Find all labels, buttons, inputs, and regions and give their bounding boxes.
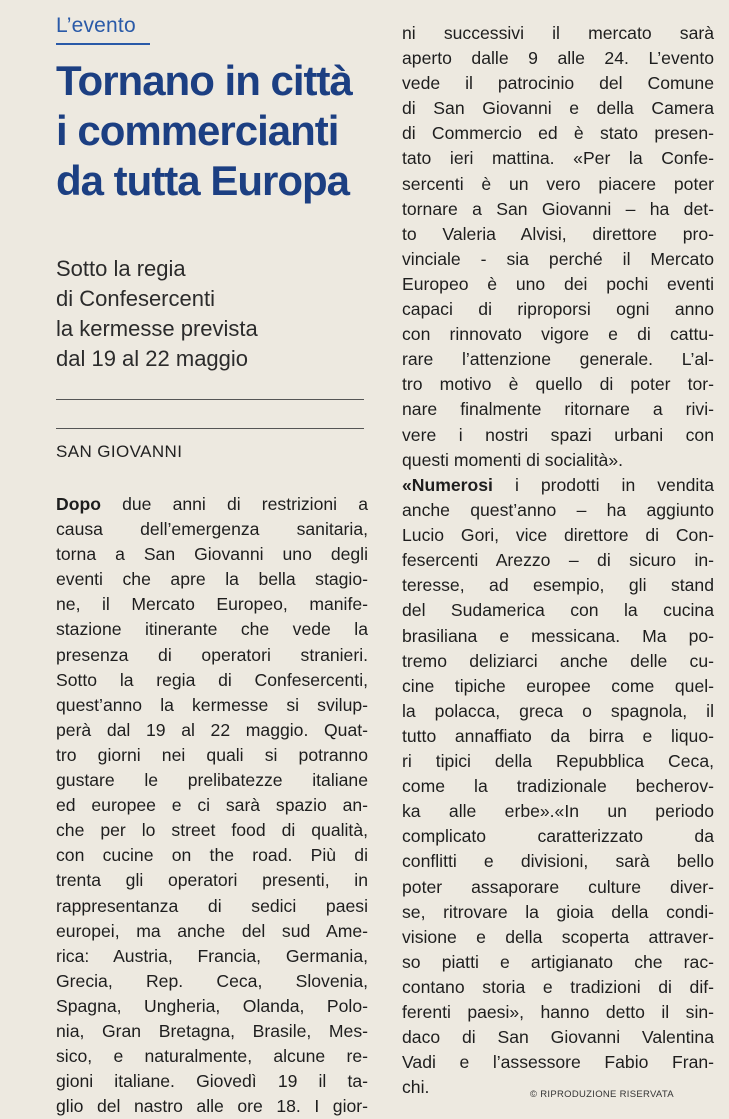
- body-line: ka alle erbe».«In un periodo: [402, 801, 714, 822]
- body-line: sercenti è un vero piacere poter: [402, 173, 714, 194]
- body-line: conflitti e divisioni, sarà bello: [402, 851, 714, 872]
- body-line: sico, e naturalmente, alcune re-: [56, 1046, 368, 1067]
- body-line: come la tradizionale becherov-: [402, 776, 714, 797]
- body-line: to Valeria Alvisi, direttore pro-: [402, 223, 714, 244]
- body-line: ferenti paesi», hanno detto il sin-: [402, 1001, 714, 1022]
- standfirst-line: Sotto la regia: [56, 256, 186, 281]
- body-line: gioni italiane. Giovedì 19 il ta-: [56, 1071, 368, 1092]
- body-line: questi momenti di socialità».: [402, 449, 624, 470]
- body-line: tornare a San Giovanni – ha det-: [402, 198, 714, 219]
- body-line: Spagna, Ungheria, Olanda, Polo-: [56, 995, 368, 1016]
- body-line: rare l’attenzione generale. L’al-: [402, 349, 714, 370]
- body-line: anche quest’anno – ha aggiunto: [402, 500, 714, 521]
- right-body-text-quote: [402, 473, 714, 1100]
- body-line: se, ritrovare la gioia della condi-: [402, 901, 714, 922]
- body-line: ed europee e ci sarà spazio an-: [56, 795, 368, 816]
- body-line: cine tipiche europee come quel-: [402, 675, 714, 696]
- body-line: eventi che apre la bella stagio-: [56, 569, 368, 590]
- body-line: vinciale - sia perché il Mercato: [402, 248, 714, 269]
- lead-word: Dopo: [56, 494, 101, 514]
- standfirst-line: di Confesercenti: [56, 286, 215, 311]
- body-line: tremo deliziarci anche delle cu-: [402, 650, 714, 671]
- body-line: chi.: [402, 1077, 430, 1098]
- kicker-underline: [56, 43, 150, 45]
- standfirst-line: dal 19 al 22 maggio: [56, 346, 249, 371]
- body-line: glio del nastro alle ore 18. I gior-: [56, 1096, 368, 1117]
- body-line: fesercenti Arezzo – di sicuro in-: [402, 550, 714, 571]
- body-line: rappresentanza di sedici paesi: [56, 895, 368, 916]
- body-line: tro motivo è quello di poter tor-: [402, 374, 714, 395]
- left-body-text: [56, 492, 368, 1119]
- body-line: ni successivi il mercato sarà: [402, 23, 714, 43]
- divider-rule: [56, 428, 364, 429]
- body-line: daco di San Giovanni Valentina: [402, 1027, 714, 1048]
- copyright-notice: © RIPRODUZIONE RISERVATA: [530, 1089, 674, 1100]
- body-line: con cucine on the road. Più di: [56, 845, 368, 866]
- body-line: europei, ma anche del sud Ame-: [56, 920, 368, 941]
- body-line: so piatti e artigianato che rac-: [402, 951, 714, 972]
- body-line: la polacca, greca o spagnola, il: [402, 700, 714, 721]
- body-line: causa dell’emergenza sanitaria,: [56, 519, 368, 540]
- body-line: stazione itinerante che vede la: [56, 619, 368, 640]
- body-line: complicato caratterizzato da: [402, 826, 714, 847]
- body-line: Sotto la regia di Confesercenti,: [56, 669, 368, 690]
- body-line: di Commercio ed è stato presen-: [402, 123, 714, 144]
- body-line: [56, 492, 368, 517]
- body-line: nia, Gran Bretagna, Brasile, Mes-: [56, 1020, 368, 1041]
- body-line: visione e della scoperta attraver-: [402, 926, 714, 947]
- body-line: vede il patrocinio del Comune: [402, 73, 714, 94]
- body-line: aperto dalle 9 alle 24. L’evento: [402, 48, 714, 69]
- body-line: che per lo street food di qualità,: [56, 820, 368, 841]
- body-line: trenta gli operatori presenti, in: [56, 870, 368, 891]
- body-line: Grecia, Rep. Ceca, Slovenia,: [56, 970, 368, 991]
- body-line-text: due anni di restrizioni a: [100, 494, 368, 514]
- right-body-text: [402, 21, 714, 473]
- body-line: ne, il Mercato Europeo, manife-: [56, 594, 368, 615]
- lead-word: «Numerosi: [402, 475, 493, 495]
- standfirst: [56, 254, 376, 374]
- body-line: con rinnovato vigore e di cattu-: [402, 324, 714, 345]
- body-line: rica: Austria, Francia, Germania,: [56, 945, 368, 966]
- body-line: Lucio Gori, vice direttore di Con-: [402, 525, 714, 546]
- body-line: [402, 473, 714, 498]
- body-line: Vadi e l’assessore Fabio Fran-: [402, 1052, 714, 1073]
- section-kicker: L’evento: [56, 14, 136, 37]
- body-line: gustare le prelibatezze italiane: [56, 770, 368, 791]
- headline-line: i commercianti: [56, 107, 339, 154]
- headline-line: Tornano in città: [56, 57, 352, 104]
- body-line: di San Giovanni e della Camera: [402, 98, 714, 119]
- body-line: teresse, ad esempio, gli stand: [402, 575, 714, 596]
- body-line: torna a San Giovanni uno degli: [56, 544, 368, 565]
- body-line: quest’anno la kermesse si svilup-: [56, 694, 368, 715]
- body-line: perà dal 19 al 22 maggio. Quat-: [56, 719, 368, 740]
- body-line: tutto annaffiato da birra e liquo-: [402, 725, 714, 746]
- body-line: capaci di riproporsi ogni anno: [402, 299, 714, 320]
- divider-rule: [56, 399, 364, 400]
- body-line: vere i nostri spazi urbani con: [402, 424, 714, 445]
- headline-line: da tutta Europa: [56, 157, 350, 204]
- body-line: tro giorni nei quali si potranno: [56, 744, 368, 765]
- body-line: ri tipici della Repubblica Ceca,: [402, 751, 714, 772]
- body-line: nare finalmente ritornare a rivi-: [402, 399, 714, 420]
- body-line: poter assaporare culture diver-: [402, 876, 714, 897]
- headline: [56, 56, 376, 206]
- standfirst-line: la kermesse prevista: [56, 316, 258, 341]
- body-line: contano storia e tradizioni di dif-: [402, 976, 714, 997]
- dateline: SAN GIOVANNI: [56, 442, 183, 461]
- body-line: tato ieri mattina. «Per la Confe-: [402, 148, 714, 169]
- body-line: Europeo è uno dei pochi eventi: [402, 273, 714, 294]
- body-line: presenza di operatori stranieri.: [56, 644, 368, 665]
- body-line: del Sudamerica con la cucina: [402, 600, 714, 621]
- body-line-text: i prodotti in vendita: [492, 475, 714, 495]
- body-line: brasiliana e messicana. Ma po-: [402, 625, 714, 646]
